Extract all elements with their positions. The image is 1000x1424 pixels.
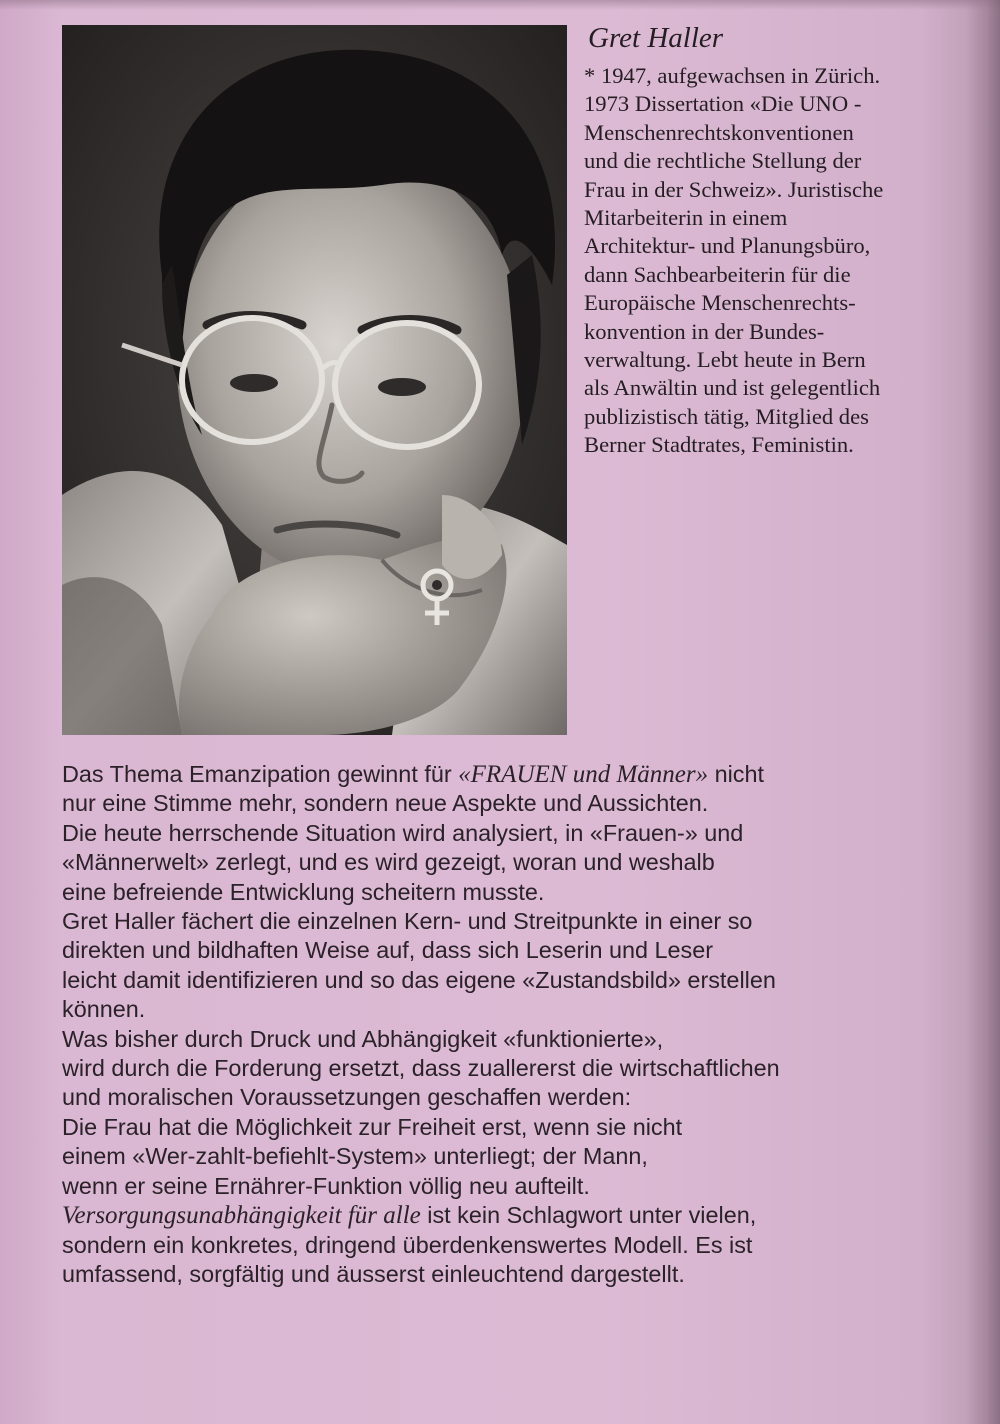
blurb-line: und moralischen Voraussetzungen geschaffen werden:	[62, 1084, 632, 1111]
blurb-line: leicht damit identifizieren und so das eigene «Zustandsbild» erstellen	[62, 966, 776, 993]
blurb-line: Was bisher durch Druck und Abhängigkeit «funktionierte»,	[62, 1025, 664, 1052]
bio-line: als Anwältin und ist gelegentlich	[584, 375, 881, 401]
bio-line: verwaltung. Lebt heute in Bern	[584, 347, 866, 373]
blurb-line: Versorgungsunabhängigkeit für alle ist kein Schlagwort unter vielen,	[62, 1202, 757, 1230]
blurb-line: «Männerwelt» zerlegt, und es wird gezeigt, woran und weshalb	[62, 849, 715, 876]
blurb-line: eine befreiende Entwicklung scheitern musste.	[62, 878, 545, 905]
blurb-line: Die heute herrschende Situation wird analysiert, in «Frauen-» und	[62, 819, 744, 846]
blurb-line: Das Thema Emanzipation gewinnt für «FRAUEN und Männer» nicht	[62, 761, 765, 788]
bio-line: Menschenrechtskonventionen	[584, 119, 854, 145]
bio-line: Berner Stadtrates, Feministin.	[584, 432, 854, 458]
blurb-line: wenn er seine Ernährer-Funktion völlig neu aufteilt.	[62, 1172, 590, 1199]
author-photo	[62, 25, 567, 735]
book-title-italic: «FRAUEN und Männer»	[458, 761, 709, 788]
bio-line: dann Sachbearbeiterin für die	[584, 261, 851, 287]
author-name: Gret Haller	[588, 22, 724, 54]
blurb-line: umfassend, sorgfältig und äusserst einleuchtend dargestellt.	[62, 1260, 685, 1287]
bio-line: konvention in der Bundes-	[584, 318, 825, 344]
bio-line: und die rechtliche Stellung der	[584, 148, 862, 174]
blurb-line: können.	[62, 996, 146, 1023]
blurb-line: wird durch die Forderung ersetzt, dass zuallererst die wirtschaftlichen	[62, 1055, 780, 1082]
bio-line: publizistisch tätig, Mitglied des	[584, 403, 869, 429]
bio-line: 1973 Dissertation «Die UNO -	[584, 91, 862, 117]
blurb-line: Die Frau hat die Möglichkeit zur Freiheit erst, wenn sie nicht	[62, 1113, 683, 1140]
bio-line: Architektur- und Planungsbüro,	[584, 233, 871, 259]
bio-line: * 1947, aufgewachsen in Zürich.	[584, 63, 881, 88]
book-blurb	[62, 760, 942, 1289]
bio-line: Mitarbeiterin in einem	[584, 205, 788, 231]
model-title-italic: Versorgungsunabhängigkeit für alle	[62, 1202, 421, 1230]
blurb-line: Gret Haller fächert die einzelnen Kern- und Streitpunkte in einer so	[62, 908, 753, 935]
blurb-line: einem «Wer-zahlt-befiehlt-System» unterliegt; der Mann,	[62, 1143, 648, 1170]
blurb-line: sondern ein konkretes, dringend überdenkenswertes Modell. Es ist	[62, 1231, 753, 1258]
blurb-line: nur eine Stimme mehr, sondern neue Aspekte und Aussichten.	[62, 790, 709, 817]
cover-top-edge	[0, 0, 1000, 10]
author-bio	[584, 62, 974, 460]
bio-line: Europäische Menschenrechts-	[584, 290, 856, 316]
bio-line: Frau in der Schweiz». Juristische	[584, 176, 884, 202]
blurb-line: direkten und bildhaften Weise auf, dass sich Leserin und Leser	[62, 937, 714, 964]
